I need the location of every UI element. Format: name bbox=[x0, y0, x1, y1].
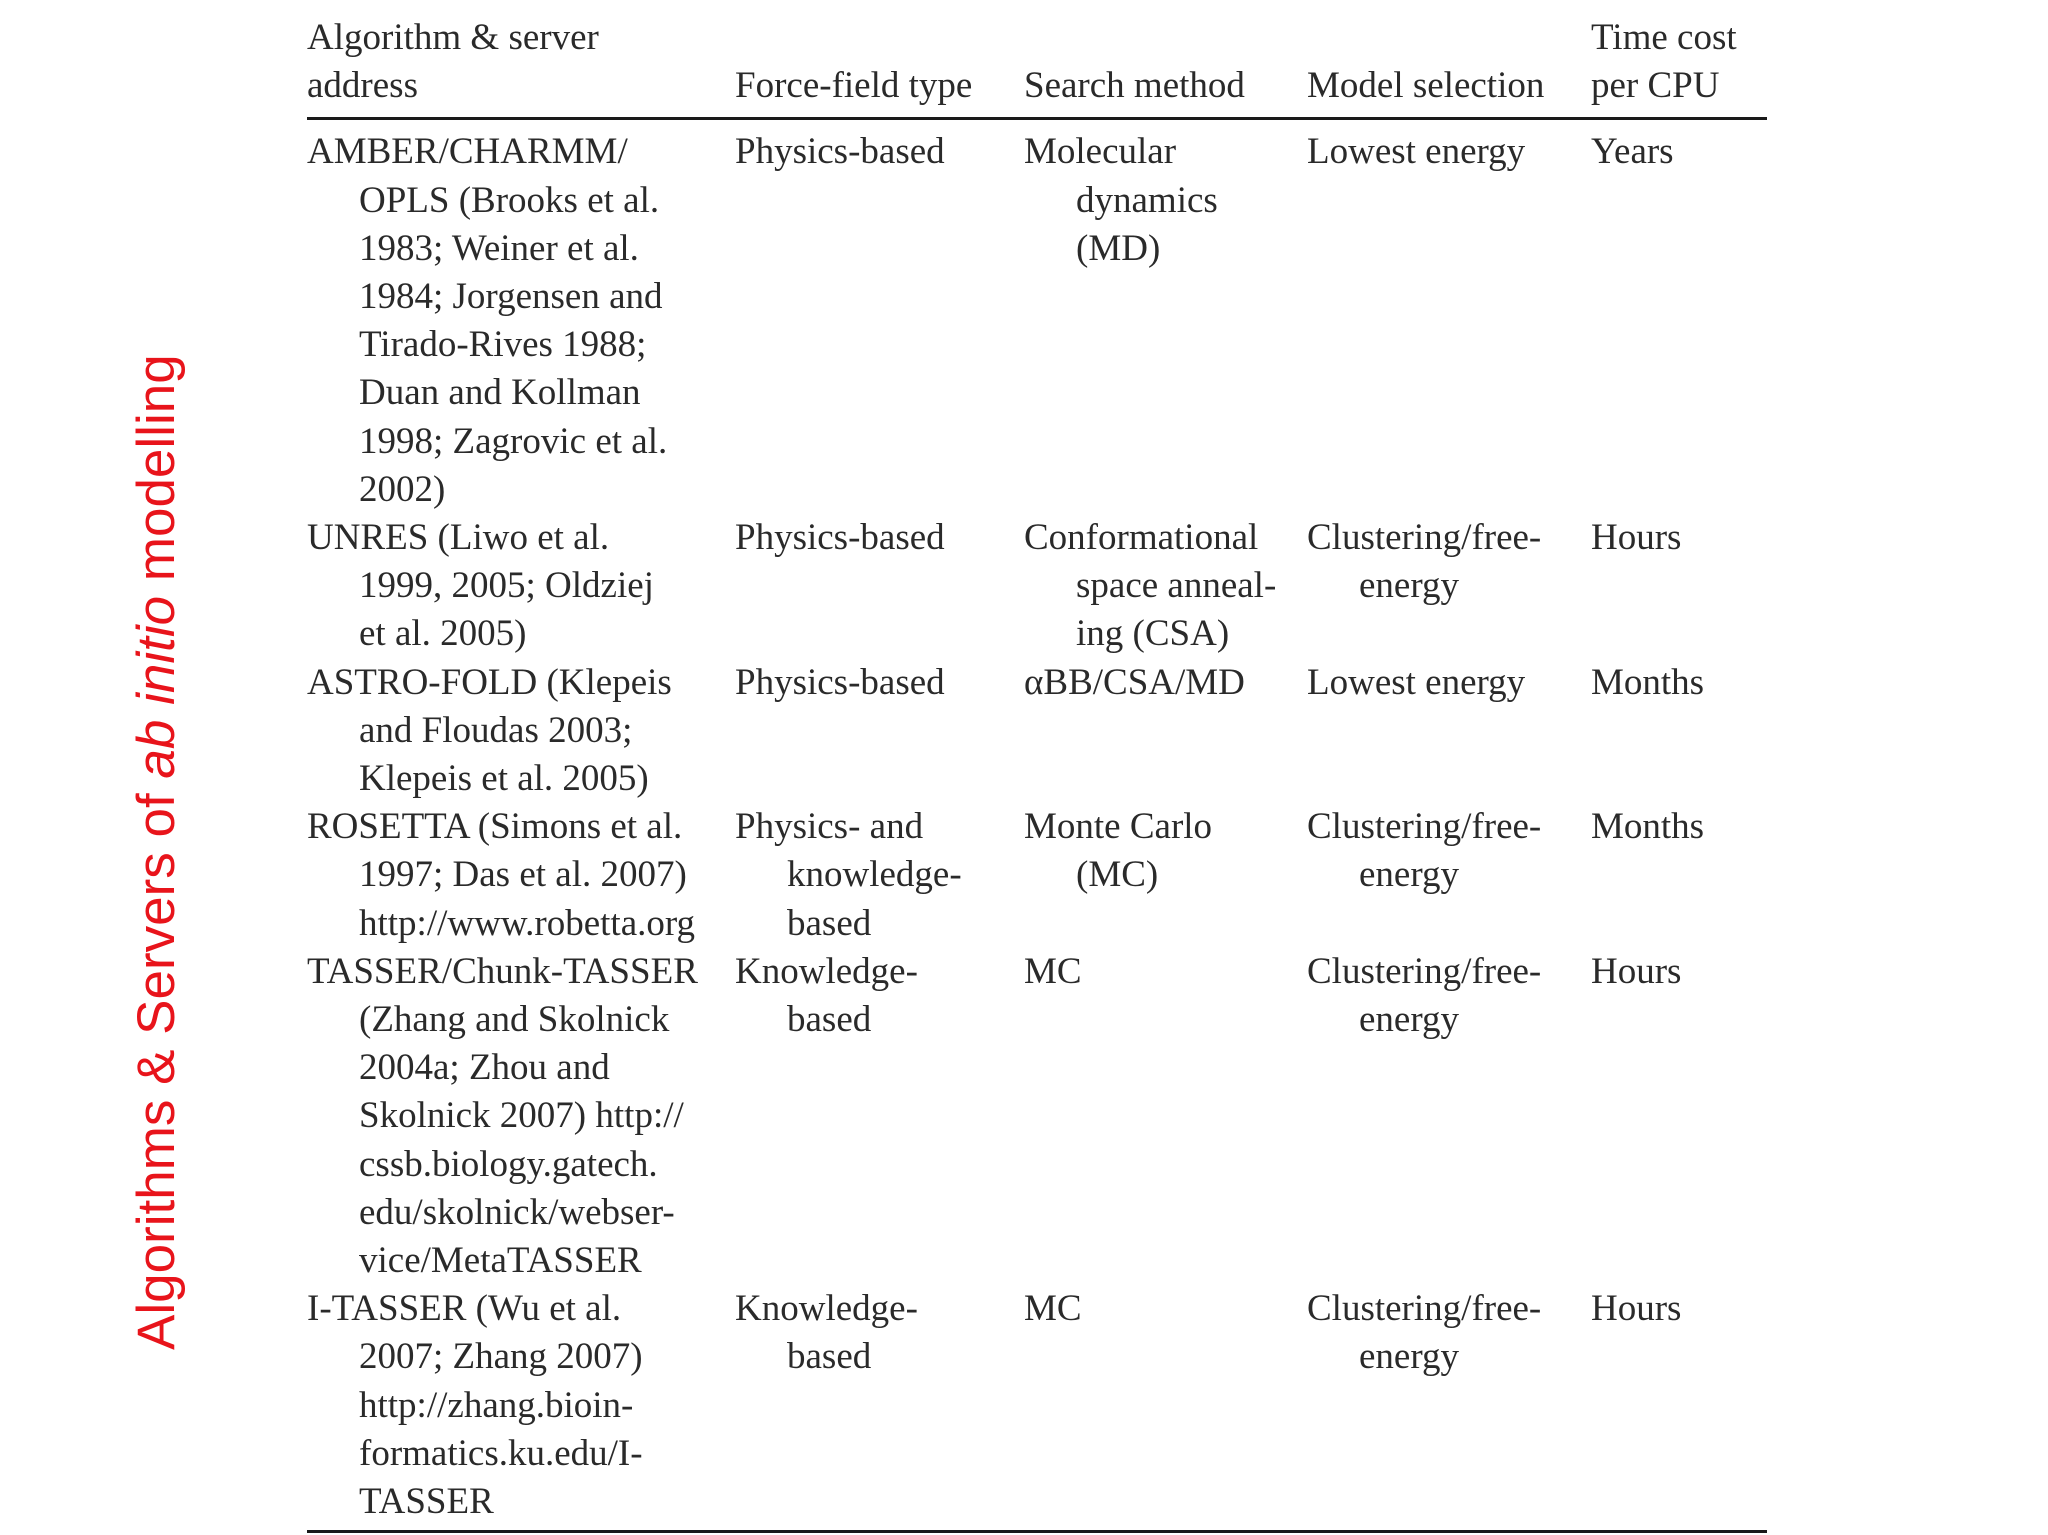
header-text: Model selection bbox=[1307, 65, 1545, 107]
cell-text-line: based bbox=[787, 902, 872, 944]
time-cost-cell bbox=[1591, 659, 1767, 707]
header-text: Algorithm & server bbox=[307, 17, 599, 58]
header-algorithm bbox=[307, 14, 735, 110]
table-row bbox=[307, 948, 1767, 1285]
cell-text-line: 1998; Zagrovic et al. bbox=[359, 420, 668, 462]
cell-text-line: Physics-based bbox=[735, 131, 945, 173]
cell-text-line: Months bbox=[1591, 661, 1705, 703]
cell-text-line: Years bbox=[1591, 131, 1674, 173]
algorithm-cell bbox=[307, 128, 735, 514]
table-row bbox=[307, 803, 1767, 948]
time-cost-cell bbox=[1591, 1285, 1767, 1333]
cell-text-line: MC bbox=[1024, 1288, 1082, 1330]
cell-text-line: Clustering/free- bbox=[1307, 1288, 1542, 1330]
cell-text-line: Duan and Kollman bbox=[359, 372, 641, 414]
cell-text-line: Klepeis et al. 2005) bbox=[359, 758, 649, 800]
cell-text-line: Monte Carlo bbox=[1024, 806, 1213, 848]
cell-text-line: Molecular bbox=[1024, 131, 1177, 173]
cell-text-line: Hours bbox=[1591, 1288, 1682, 1330]
cell-text-line: (MD) bbox=[1076, 227, 1161, 269]
cell-text-line: Clustering/free- bbox=[1307, 806, 1542, 848]
model-selection-cell bbox=[1307, 659, 1591, 707]
cell-text-line: Physics-based bbox=[735, 661, 945, 703]
cell-text-line: energy bbox=[1359, 565, 1459, 607]
model-selection-cell bbox=[1307, 128, 1591, 176]
cell-text-line: Knowledge- bbox=[735, 950, 918, 992]
cell-text-line: Clustering/free- bbox=[1307, 517, 1542, 559]
search-method-cell bbox=[1024, 514, 1307, 659]
header-time-cost bbox=[1591, 14, 1767, 110]
table-header-row bbox=[307, 14, 1767, 120]
side-title-emphasis: ab initio bbox=[127, 595, 186, 779]
force-field-cell bbox=[735, 1285, 1024, 1381]
cell-text-line: ASTRO-FOLD (Klepeis bbox=[307, 661, 672, 703]
cell-text-line: 2002) bbox=[359, 468, 446, 510]
cell-text-line: dynamics bbox=[1076, 179, 1218, 221]
cell-text-line: Physics-based bbox=[735, 517, 945, 559]
model-selection-cell bbox=[1307, 514, 1591, 610]
header-text: Force-field type bbox=[735, 65, 973, 107]
model-selection-cell bbox=[1307, 1285, 1591, 1381]
header-model-selection bbox=[1307, 62, 1591, 110]
cell-text-line: 2007; Zhang 2007) bbox=[359, 1336, 643, 1378]
search-method-cell bbox=[1024, 803, 1307, 899]
side-title-suffix: modelling bbox=[127, 354, 186, 596]
cell-text-line: (Zhang and Skolnick bbox=[359, 999, 670, 1041]
cell-text-line: formatics.ku.edu/I- bbox=[359, 1432, 643, 1474]
algorithm-cell bbox=[307, 514, 735, 659]
cell-text-line: Hours bbox=[1591, 517, 1682, 559]
algorithm-cell bbox=[307, 659, 735, 804]
header-text: address bbox=[307, 65, 418, 107]
cell-text-line: based bbox=[787, 1336, 872, 1378]
cell-text-line: AMBER/CHARMM/ bbox=[307, 131, 628, 173]
table-row bbox=[307, 659, 1767, 804]
cell-text-line: TASSER bbox=[359, 1481, 494, 1523]
cell-text-line: energy bbox=[1359, 854, 1459, 896]
algorithms-table bbox=[307, 14, 1767, 1533]
cell-text-line: Hours bbox=[1591, 950, 1682, 992]
time-cost-cell bbox=[1591, 128, 1767, 176]
cell-text-line: UNRES (Liwo et al. bbox=[307, 517, 610, 559]
cell-text-line: energy bbox=[1359, 1336, 1459, 1378]
cell-text-line: based bbox=[787, 999, 872, 1041]
header-text: Time cost bbox=[1591, 17, 1737, 58]
search-method-cell bbox=[1024, 1285, 1307, 1333]
algorithm-cell bbox=[307, 1285, 735, 1526]
force-field-cell bbox=[735, 803, 1024, 948]
cell-text-line: Knowledge- bbox=[735, 1288, 918, 1330]
cell-text-line: vice/MetaTASSER bbox=[359, 1240, 642, 1282]
model-selection-cell bbox=[1307, 803, 1591, 899]
force-field-cell bbox=[735, 514, 1024, 562]
cell-text-line: (MC) bbox=[1076, 854, 1159, 896]
search-method-cell bbox=[1024, 948, 1307, 996]
cell-text-line: cssb.biology.gatech. bbox=[359, 1143, 658, 1185]
cell-text-line: and Floudas 2003; bbox=[359, 709, 633, 751]
cell-text-line: Tirado-Rives 1988; bbox=[359, 324, 647, 366]
cell-text-line: http://zhang.bioin- bbox=[359, 1384, 634, 1426]
table-row bbox=[307, 128, 1767, 514]
time-cost-cell bbox=[1591, 948, 1767, 996]
cell-text-line: knowledge- bbox=[787, 854, 962, 896]
cell-text-line: 2004a; Zhou and bbox=[359, 1047, 610, 1089]
cell-text-line: ROSETTA (Simons et al. bbox=[307, 806, 683, 848]
cell-text-line: Skolnick 2007) http:// bbox=[359, 1095, 684, 1137]
table-body bbox=[307, 128, 1767, 1526]
table-row bbox=[307, 1285, 1767, 1526]
cell-text-line: 1997; Das et al. 2007) bbox=[359, 854, 687, 896]
force-field-cell bbox=[735, 659, 1024, 707]
algorithm-cell bbox=[307, 948, 735, 1285]
search-method-cell bbox=[1024, 659, 1307, 707]
cell-text-line: ing (CSA) bbox=[1076, 613, 1230, 655]
cell-text-line: http://www.robetta.org bbox=[359, 902, 696, 944]
cell-text-line: Months bbox=[1591, 806, 1705, 848]
cell-text-line: space anneal- bbox=[1076, 565, 1277, 607]
cell-text-line: αBB/CSA/MD bbox=[1024, 661, 1245, 703]
search-method-cell bbox=[1024, 128, 1307, 273]
cell-text-line: 1999, 2005; Oldziej bbox=[359, 565, 654, 607]
cell-text-line: Clustering/free- bbox=[1307, 950, 1542, 992]
header-text: per CPU bbox=[1591, 65, 1720, 107]
cell-text-line: 1984; Jorgensen and bbox=[359, 276, 663, 318]
cell-text-line: edu/skolnick/webser- bbox=[359, 1191, 675, 1233]
cell-text-line: OPLS (Brooks et al. bbox=[359, 179, 660, 221]
side-title bbox=[127, 354, 186, 1350]
cell-text-line: MC bbox=[1024, 950, 1082, 992]
cell-text-line: Physics- and bbox=[735, 806, 924, 848]
time-cost-cell bbox=[1591, 803, 1767, 851]
header-text: Search method bbox=[1024, 65, 1245, 107]
header-force-field bbox=[735, 62, 1024, 110]
force-field-cell bbox=[735, 128, 1024, 176]
model-selection-cell bbox=[1307, 948, 1591, 1044]
algorithm-cell bbox=[307, 803, 735, 948]
table-row bbox=[307, 514, 1767, 659]
cell-text-line: TASSER/Chunk-TASSER bbox=[307, 950, 698, 992]
cell-text-line: energy bbox=[1359, 999, 1459, 1041]
cell-text-line: et al. 2005) bbox=[359, 613, 527, 655]
side-title-prefix: Algorithms & Servers of bbox=[127, 778, 186, 1350]
time-cost-cell bbox=[1591, 514, 1767, 562]
header-search-method bbox=[1024, 62, 1307, 110]
cell-text-line: 1983; Weiner et al. bbox=[359, 227, 639, 269]
cell-text-line: Lowest energy bbox=[1307, 661, 1526, 703]
table-bottom-rule bbox=[307, 1530, 1767, 1533]
cell-text-line: I-TASSER (Wu et al. bbox=[307, 1288, 622, 1330]
force-field-cell bbox=[735, 948, 1024, 1044]
cell-text-line: Lowest energy bbox=[1307, 131, 1526, 173]
cell-text-line: Conformational bbox=[1024, 517, 1259, 559]
